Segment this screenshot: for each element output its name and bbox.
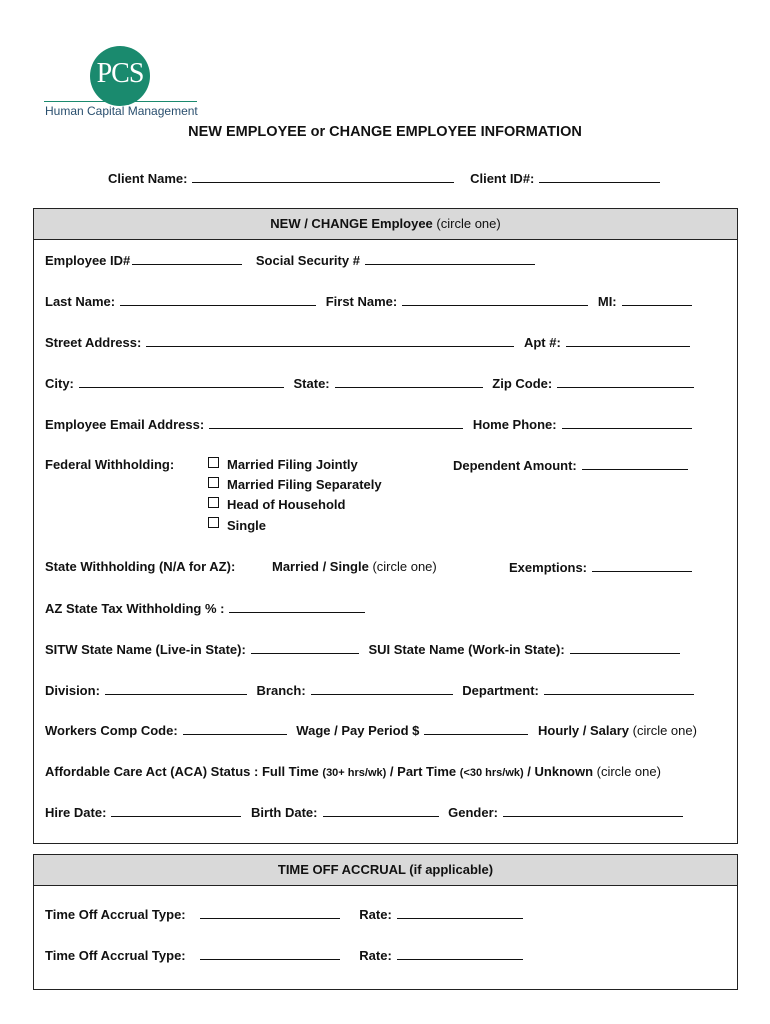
birth-date-field[interactable] — [323, 804, 439, 817]
sitw-label: SITW State Name (Live-in State): — [45, 642, 246, 657]
wage-field[interactable] — [424, 722, 528, 735]
employee-id-field[interactable] — [132, 252, 242, 265]
accrual-type-label-1: Time Off Accrual Type: — [45, 907, 186, 922]
row-dates — [45, 804, 689, 820]
workers-comp-label: Workers Comp Code: — [45, 723, 178, 738]
row-workers-comp — [45, 722, 697, 738]
checkbox-head-of-household[interactable] — [208, 497, 219, 508]
ssn-field[interactable] — [365, 252, 535, 265]
sui-label: SUI State Name (Work-in State): — [368, 642, 565, 657]
client-row — [108, 170, 666, 186]
row-employee-id — [45, 252, 541, 268]
employee-id-label: Employee ID# — [45, 253, 131, 268]
client-name-label: Client Name: — [108, 171, 188, 186]
division-label: Division: — [45, 683, 100, 698]
gender-label: Gender: — [448, 805, 498, 820]
pay-circle-note: (circle one) — [632, 723, 697, 738]
wage-label: Wage / Pay Period $ — [296, 723, 420, 738]
state-label: State: — [293, 376, 330, 391]
city-label: City: — [45, 376, 74, 391]
marital-status-row — [272, 559, 437, 574]
dependent-label: Dependent Amount: — [453, 458, 577, 473]
time-off-section — [33, 854, 738, 990]
exemptions-field[interactable] — [592, 559, 692, 572]
street-field[interactable] — [146, 334, 514, 347]
row-accrual-1 — [45, 906, 529, 922]
checkbox-married-separately[interactable] — [208, 477, 219, 488]
row-sitw — [45, 641, 686, 657]
sui-field[interactable] — [570, 641, 680, 654]
birth-date-label: Birth Date: — [251, 805, 318, 820]
division-field[interactable] — [105, 682, 247, 695]
last-name-label: Last Name: — [45, 294, 116, 309]
branch-field[interactable] — [311, 682, 453, 695]
client-id-label: Client ID#: — [470, 171, 535, 186]
dependent-row — [453, 457, 694, 473]
home-phone-field[interactable] — [562, 416, 692, 429]
aca-unknown: / Unknown — [527, 764, 594, 779]
logo-text: PCS — [96, 58, 144, 89]
hire-date-label: Hire Date: — [45, 805, 107, 820]
hourly-salary-text: Hourly / Salary — [537, 723, 630, 738]
accrual-type-field-2[interactable] — [200, 947, 340, 960]
first-name-field[interactable] — [402, 293, 588, 306]
rate-label-2: Rate: — [359, 948, 392, 963]
apt-label: Apt #: — [523, 335, 561, 350]
first-name-label: First Name: — [325, 294, 398, 309]
rate-field-2[interactable] — [397, 947, 523, 960]
row-aca — [45, 764, 661, 779]
aca-part-time-note: (<30 hrs/wk) — [459, 767, 524, 779]
hire-date-field[interactable] — [111, 804, 241, 817]
page-title: NEW EMPLOYEE or CHANGE EMPLOYEE INFORMATION — [188, 124, 582, 140]
row-email — [45, 416, 698, 432]
logo-divider — [44, 101, 197, 102]
logo-tagline: Human Capital Management — [45, 104, 198, 118]
gender-field[interactable] — [503, 804, 683, 817]
row-city — [45, 375, 700, 391]
workers-comp-field[interactable] — [183, 722, 287, 735]
aca-full-time: Full Time — [261, 764, 319, 779]
state-withholding-label: State Withholding (N/A for AZ): — [45, 559, 236, 574]
mi-label: MI: — [597, 294, 617, 309]
employee-section-note: (circle one) — [436, 216, 501, 231]
checkbox-single[interactable] — [208, 517, 219, 528]
row-accrual-2 — [45, 947, 529, 963]
street-label: Street Address: — [45, 335, 142, 350]
state-field[interactable] — [335, 375, 483, 388]
option-married-separately: Married Filing Separately — [227, 477, 382, 492]
accrual-type-field-1[interactable] — [200, 906, 340, 919]
zip-label: Zip Code: — [492, 376, 553, 391]
aca-full-time-note: (30+ hrs/wk) — [322, 767, 387, 779]
rate-label-1: Rate: — [359, 907, 392, 922]
federal-withholding-label: Federal Withholding: — [45, 457, 175, 472]
rate-field-1[interactable] — [397, 906, 523, 919]
exemptions-label: Exemptions: — [509, 560, 588, 575]
client-id-field[interactable] — [539, 170, 660, 183]
az-tax-label: AZ State Tax Withholding % : — [45, 601, 225, 616]
aca-label: Affordable Care Act (ACA) Status : — [45, 764, 259, 779]
client-name-field[interactable] — [192, 170, 454, 183]
sitw-field[interactable] — [251, 641, 359, 654]
row-az-tax — [45, 600, 371, 616]
last-name-field[interactable] — [120, 293, 316, 306]
dependent-field[interactable] — [582, 457, 688, 470]
department-label: Department: — [462, 683, 539, 698]
option-single: Single — [227, 518, 267, 533]
accrual-type-label-2: Time Off Accrual Type: — [45, 948, 186, 963]
zip-field[interactable] — [557, 375, 694, 388]
employee-section-header — [34, 209, 737, 240]
option-married-jointly: Married Filing Jointly — [227, 457, 358, 472]
row-street — [45, 334, 696, 350]
row-division — [45, 682, 700, 698]
branch-label: Branch: — [256, 683, 306, 698]
mi-field[interactable] — [622, 293, 692, 306]
checkbox-married-jointly[interactable] — [208, 457, 219, 468]
city-field[interactable] — [79, 375, 284, 388]
email-label: Employee Email Address: — [45, 417, 205, 432]
time-off-section-header: TIME OFF ACCRUAL (if applicable) — [34, 855, 737, 886]
email-field[interactable] — [209, 416, 463, 429]
row-name — [45, 293, 698, 309]
employee-section-title: NEW / CHANGE Employee — [270, 216, 433, 231]
option-head-of-household: Head of Household — [227, 497, 346, 512]
az-tax-field[interactable] — [229, 600, 365, 613]
marital-status-text: Married / Single — [272, 559, 369, 574]
marital-circle-note: (circle one) — [372, 559, 437, 574]
aca-part-time: / Part Time — [389, 764, 457, 779]
apt-field[interactable] — [566, 334, 690, 347]
exemptions-row — [509, 559, 698, 575]
ssn-label: Social Security # — [255, 253, 360, 268]
department-field[interactable] — [544, 682, 694, 695]
aca-circle-note: (circle one) — [596, 764, 661, 779]
home-phone-label: Home Phone: — [472, 417, 557, 432]
